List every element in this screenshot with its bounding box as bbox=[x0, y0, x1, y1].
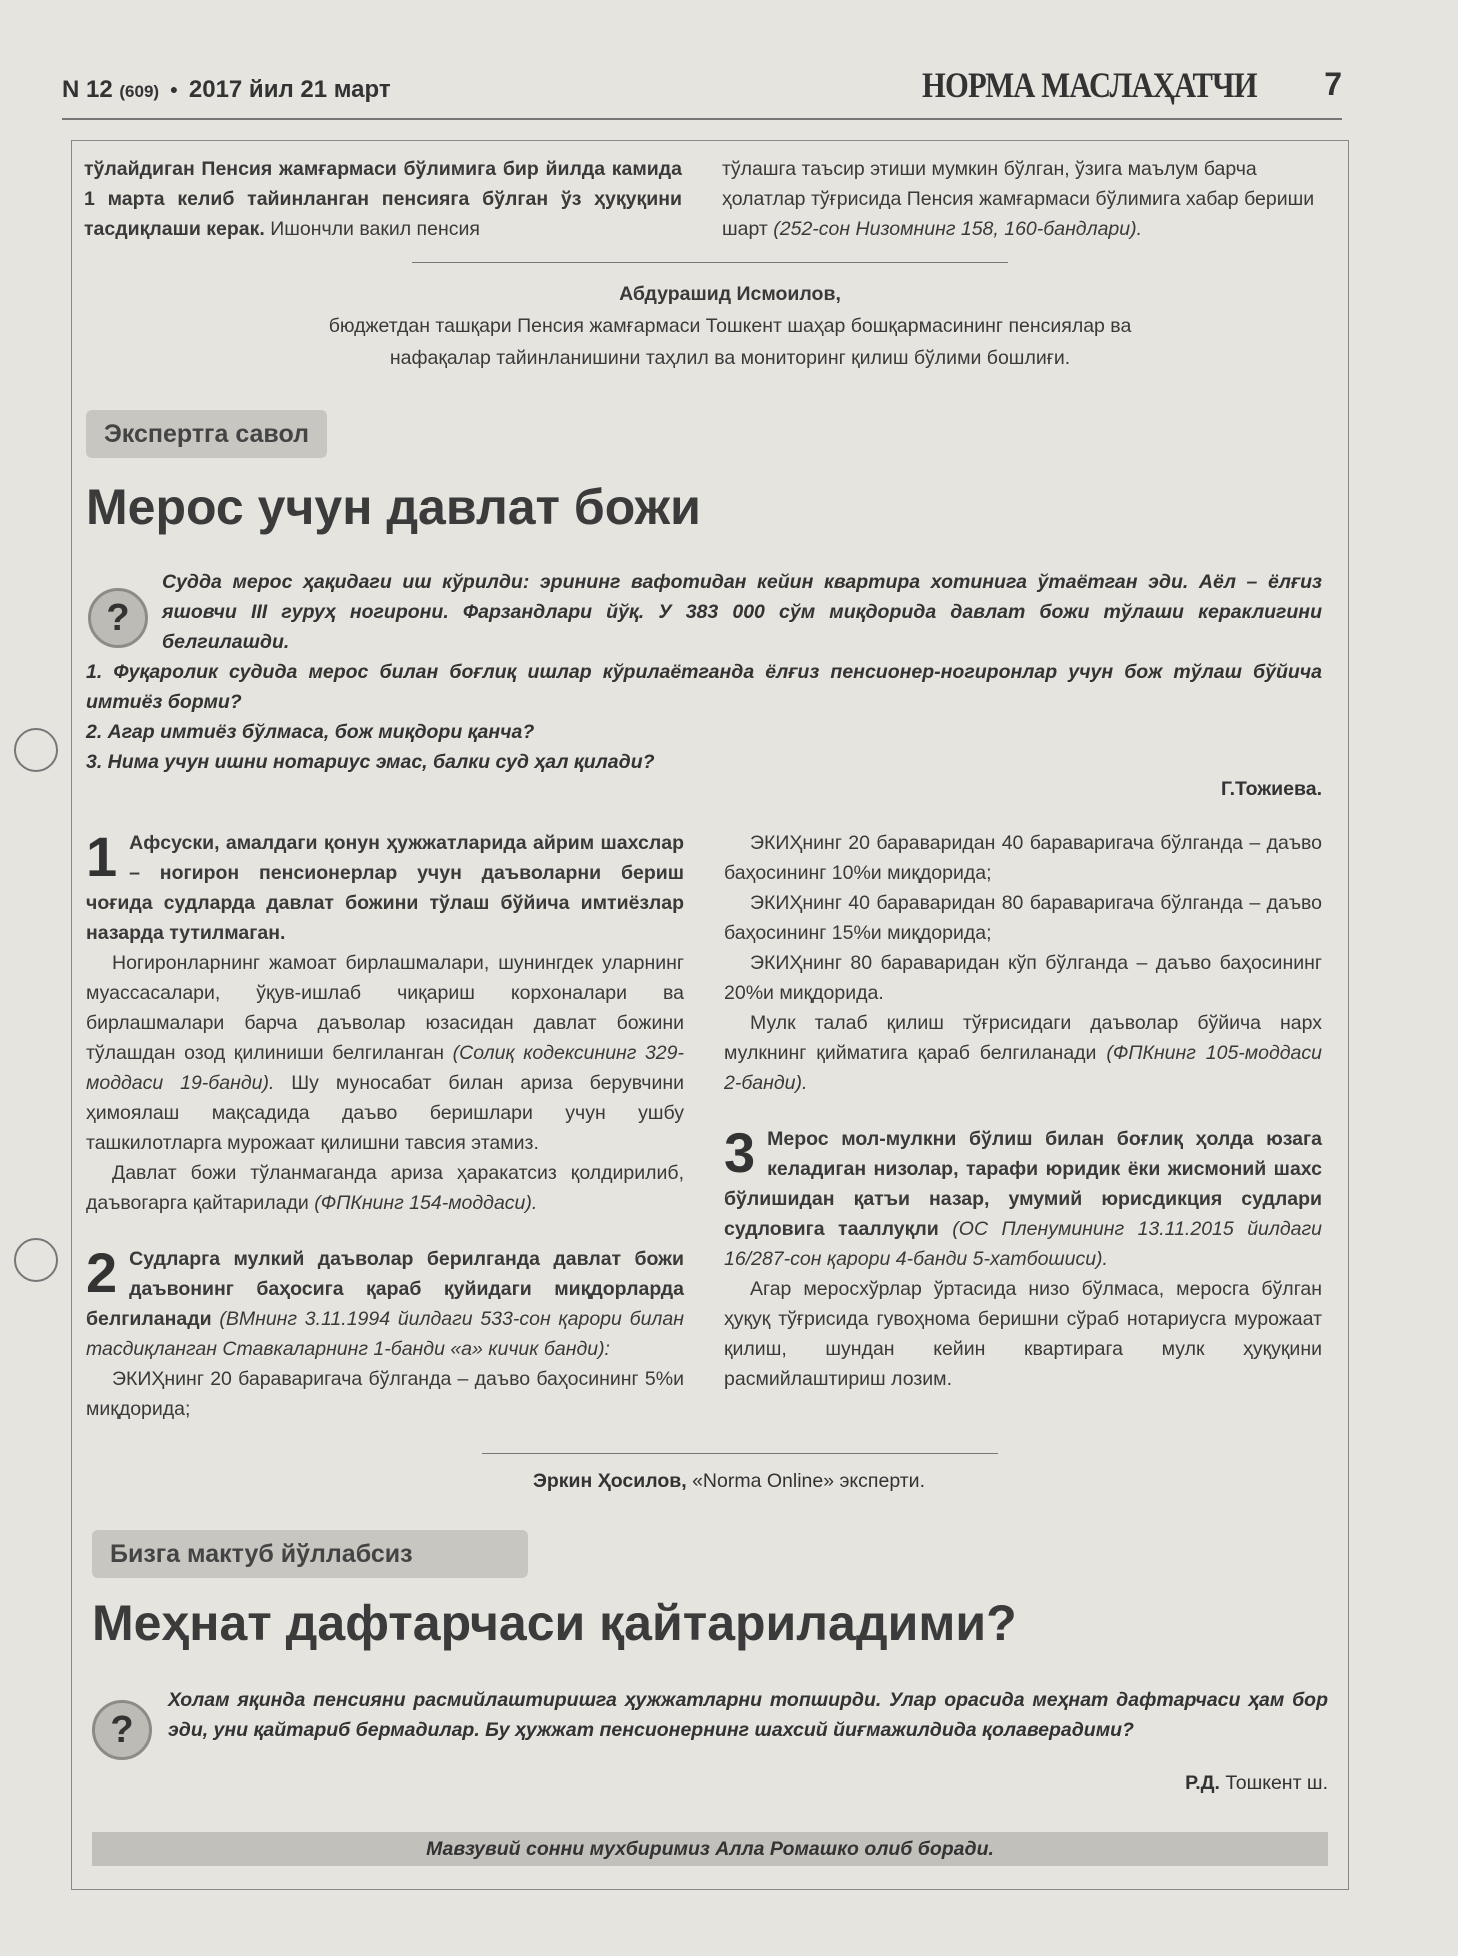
rate-3: ЭКИҲнинг 40 бараваридан 80 бараваригача бўлганда – даъво баҳосининг 15%и миқдорида; bbox=[724, 892, 1322, 944]
answer-3-para: Агар меросхўрлар ўртасида низо бўлмаса, меросга бўлган ҳуқуқ тўғрисида гувоҳнома беришни сўраб нотариусга мурожаат қилиш, шундан кейин квартирага мулк ҳуқуқини расмийлаштириш лозим. bbox=[724, 1278, 1322, 1390]
answer-2-para-ref: (ФПКнинг 105-моддаси 2-банди). bbox=[724, 1042, 1322, 1094]
binder-hole bbox=[14, 728, 58, 772]
page-number: 7 bbox=[1324, 66, 1342, 102]
answer-2-ref: (ВМнинг 3.11.1994 йилдаги 533-сон қарори билан тасдиқланган Ставкаларнинг 1-банди «а» кичик банди): bbox=[86, 1308, 684, 1360]
answer-number-3: 3 bbox=[724, 1121, 756, 1184]
binder-hole bbox=[14, 1238, 58, 1282]
answer-left-column bbox=[86, 825, 685, 1424]
author-role-2: нафақалар тайинланишини таҳлил ва мониторинг қилиш бўлими бошлиғи. bbox=[389, 347, 1071, 369]
author-name: Абдурашид Исмоилов, bbox=[619, 283, 841, 305]
answer-2-para: Мулк талаб қилиш тўғрисидаги даъволар бўйича нарх мулкнинг қийматига қараб белгиланади bbox=[724, 1012, 1322, 1064]
rate-1: ЭКИҲнинг 20 бараваригача бўлганда – даъво баҳосининг 5%и миқдорида; bbox=[86, 1368, 684, 1420]
issue-line bbox=[62, 76, 391, 104]
article-headline: Мерос учун давлат божи bbox=[86, 479, 701, 535]
issue-serial: (609) bbox=[119, 82, 160, 101]
question-list bbox=[86, 657, 1322, 777]
masthead: НОРМА МАСЛАҲАТЧИ bbox=[922, 65, 1257, 105]
answer-1-lead: Афсуски, амалдаги қонун ҳужжатларида айрим шахслар – ногирон пенсионерлар учун даъволарни бериш чоғида судларда давлат божини тўлаш бўйича имтиёзлар назарда тутилмаган. bbox=[86, 832, 684, 944]
top-right-text: тўлашга таъсир этиши мумкин бўлган, ўзига маълум барча ҳолатлар тўғрисида Пенсия жамғармаси бўлимига хабар бериши шарт bbox=[722, 158, 1315, 240]
section-tag: Экспертга савол bbox=[86, 410, 327, 458]
issue-date: 2017 йил 21 март bbox=[188, 76, 391, 103]
rate-4: ЭКИҲнинг 80 бараваридан кўп бўлганда – даъво баҳосининг 20%и миқдорида. bbox=[724, 952, 1322, 1004]
question-2: 2. Агар имтиёз бўлмаса, бож миқдори қанча? bbox=[86, 721, 535, 743]
top-right-ref: (252-сон Низомнинг 158, 160-бандлари). bbox=[773, 218, 1143, 240]
rate-2: ЭКИҲнинг 20 бараваридан 40 бараваригача бўлганда – даъво баҳосининг 10%и миқдорида; bbox=[724, 832, 1322, 884]
expert-signature bbox=[0, 1470, 1458, 1493]
asker-city: Тошкент ш. bbox=[1219, 1772, 1328, 1794]
reader-question: Судда мерос ҳақидаги иш кўрилди: эрининг вафотидан кейин квартира хотинига ўтаётган эди. Аёл – ёлғиз яшовчи III гуруҳ ногирони. Фарзандлари йўқ. У 383 000 сўм миқдорида давлат божи тўлаши кераклигини белгилашди. bbox=[162, 571, 1322, 653]
question-icon: ? bbox=[92, 1700, 152, 1760]
answer-3-lead: Мерос мол-мулкни бўлиш билан боғлиқ ҳолда юзага келадиган низолар, тарафи юридик ёки жисмоний шахс бўлишидан қатъи назар, умумий юрисдикция судлари судловига тааллуқли bbox=[724, 1128, 1322, 1240]
bullet-icon: ● bbox=[169, 81, 179, 97]
footer-note: Мавзувий сонни мухбиримиз Алла Ромашко олиб боради. bbox=[92, 1832, 1328, 1866]
top-left-bold: тўлайдиган Пенсия жамғармаси бўлимига бир йилда камида 1 марта келиб тайинланган пенсияга бўлган ўз ҳуқуқини тасдиқлаши керак. bbox=[84, 158, 682, 240]
top-right-column bbox=[722, 154, 1322, 244]
asker-initials: Р.Д. bbox=[1185, 1772, 1220, 1794]
question-3: 3. Нима учун ишни нотариус эмас, балки суд ҳал қилади? bbox=[86, 751, 655, 773]
answer-1-text-end: Шу муносабат билан ариза берувчини ҳимоялаш мақсадида даъво беришлари учун ушбу ташкилотларга мурожаат қилишни тавсия этамиз. bbox=[86, 1072, 685, 1154]
divider bbox=[482, 1453, 998, 1454]
answer-1-ref: (Солиқ кодексининг 329-моддаси 19-банди). bbox=[86, 1042, 684, 1094]
question-author bbox=[1185, 1772, 1328, 1795]
answer-number-2: 2 bbox=[86, 1241, 118, 1304]
answer-1-text: Ногиронларнинг жамоат бирлашмалари, шунингдек уларнинг муассасалари, ўқув-ишлаб чиқариш корхоналари ва бирлашмалари барча даъволар юзасидан давлат божини тўлашдан озод қилиниши белгиланган bbox=[86, 952, 684, 1064]
answer-right-column bbox=[724, 828, 1322, 1394]
answer-2-lead: Судларга мулкий даъволар берилганда давлат божи даъвонинг баҳосига қараб қуйидаги миқдорларда белгиланади bbox=[86, 1248, 684, 1330]
author-role-1: бюджетдан ташқари Пенсия жамғармаси Тошкент шаҳар бошқармасининг пенсиялар ва bbox=[328, 315, 1132, 337]
divider bbox=[412, 262, 1008, 263]
page-header bbox=[62, 64, 1342, 120]
answer-1-para3: Давлат божи тўланмаганда ариза ҳаракатсиз қолдирилиб, даъвогарга қайтарилади bbox=[86, 1162, 684, 1214]
issue-number: N 12 bbox=[62, 76, 113, 103]
article-headline: Меҳнат дафтарчаси қайтариладими? bbox=[92, 1595, 1017, 1651]
top-left-text: Ишончли вакил пенсия bbox=[264, 218, 480, 240]
expert-role: «Norma Online» эксперти. bbox=[686, 1470, 925, 1492]
answer-number-1: 1 bbox=[86, 825, 118, 888]
answer-3-ref: (ОС Пленумининг 13.11.2015 йилдаги 16/287-сон қарори 4-банди 5-хатбошиси). bbox=[724, 1218, 1322, 1270]
expert-name: Эркин Ҳосилов, bbox=[532, 1470, 687, 1492]
section-tag: Бизга мактуб йўллабсиз bbox=[92, 1530, 528, 1578]
top-left-column bbox=[84, 154, 682, 244]
question-author: Г.Тожиева. bbox=[1220, 778, 1322, 800]
answer-1-para3-ref: (ФПКнинг 154-моддаси). bbox=[314, 1192, 538, 1214]
question-icon: ? bbox=[88, 588, 148, 648]
question-1: 1. Фуқаролик судида мерос билан боғлиқ ишлар кўрилаётганда ёлғиз пенсионер-ногиронлар учун бож тўлаш бўйича имтиёз борми? bbox=[86, 661, 1322, 713]
reader-question: Холам яқинда пенсияни расмийлаштиришга ҳужжатларни топширди. Улар орасида меҳнат дафтарчаси ҳам бор эди, уни қайтариб бермадилар. Бу ҳужжат пенсионернинг шахсий йиғмажилдида қолаверадими? bbox=[168, 1689, 1328, 1741]
author-block bbox=[200, 278, 1260, 374]
